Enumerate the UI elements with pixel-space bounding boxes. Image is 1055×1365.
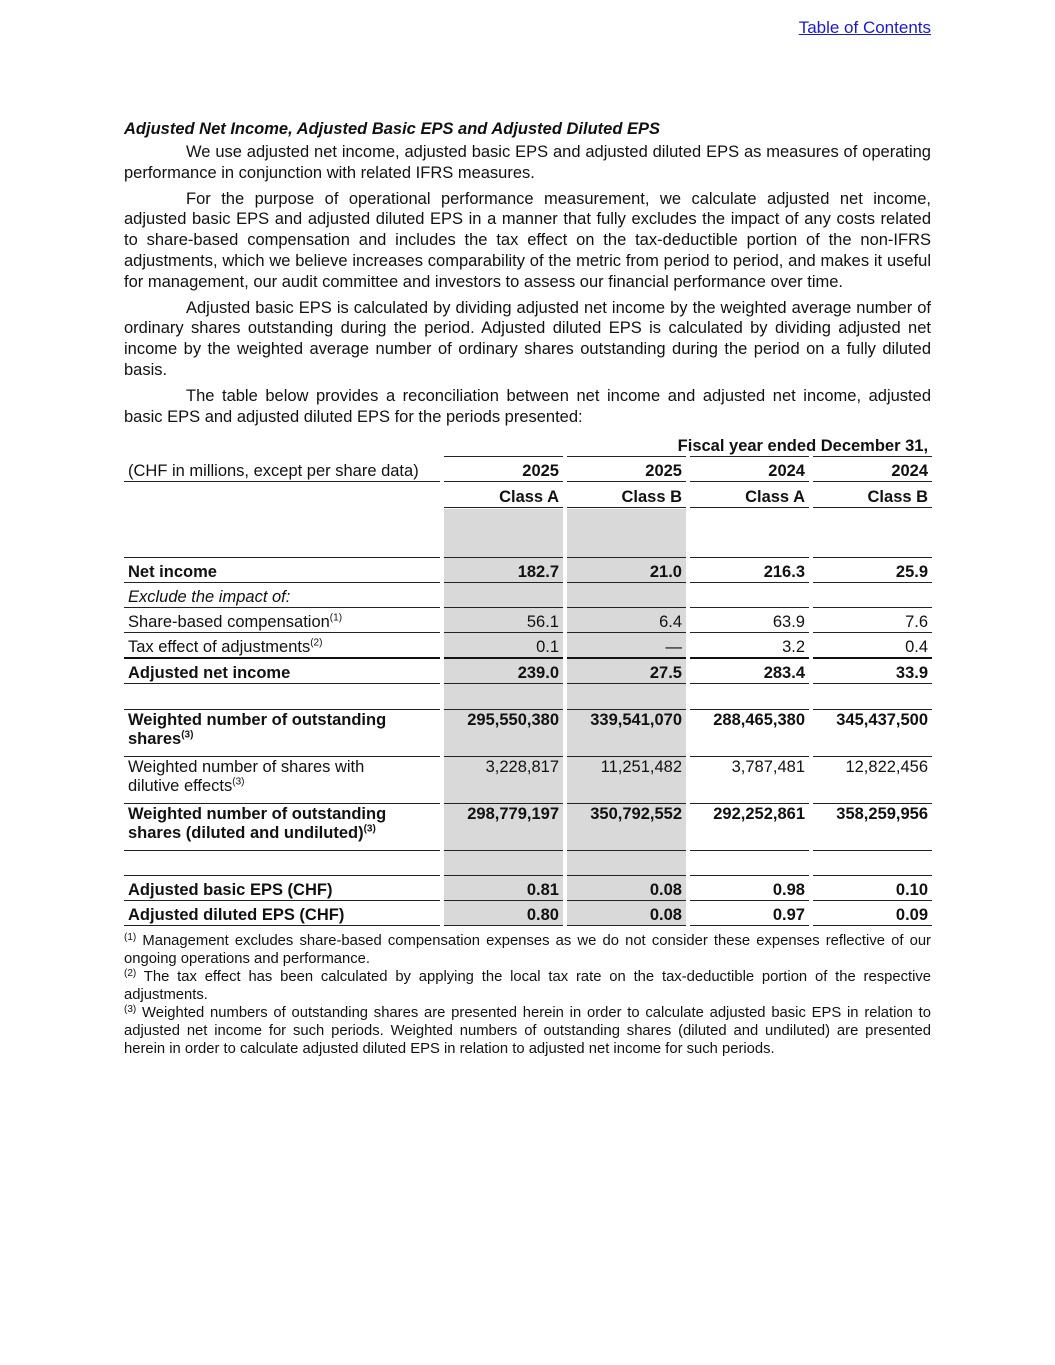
class-header: Class A — [690, 482, 809, 508]
value-cell: 182.7 — [444, 558, 563, 583]
value-cell: 3,787,481 — [690, 757, 809, 804]
value-cell: 0.1 — [444, 633, 563, 659]
row-label: Weighted number of outstanding shares (diluted and undiluted)$^{(3)}$ — [124, 804, 440, 851]
value-cell: 7.6 — [813, 608, 932, 633]
value-cell: — — [567, 633, 686, 659]
footnote-marker: (3) — [124, 1004, 137, 1016]
document-body — [124, 120, 931, 1058]
year-header: 2024 — [813, 456, 932, 482]
paragraph: Adjusted basic EPS is calculated by dividing adjusted net income by the weighted average number of ordinary shares outstanding during the period. Adjusted diluted EPS is calculated by dividing adjusted net income by the weighted average number of ordinary shares outstanding during the period on a fully diluted basis. — [124, 298, 931, 379]
footnote: $^{(1)}$ Management excludes share-based compensation expenses as we do not consider these expenses reflective of our ongoing operations and performance. — [124, 932, 931, 968]
value-cell: 292,252,861 — [690, 804, 809, 851]
spacer-row — [124, 508, 932, 558]
table-header-row — [124, 456, 932, 482]
value-cell: 216.3 — [690, 558, 809, 583]
value-cell: 3.2 — [690, 633, 809, 659]
row-label: Net income — [124, 558, 440, 583]
footnote-marker: (2) — [124, 968, 137, 980]
footnote-marker: (1) — [329, 612, 343, 624]
value-cell: 56.1 — [444, 608, 563, 633]
value-cell: 239.0 — [444, 659, 563, 684]
value-cell: 298,779,197 — [444, 804, 563, 851]
value-cell: 0.97 — [690, 901, 809, 926]
year-header: 2025 — [444, 456, 563, 482]
footnote-marker: (3) — [181, 729, 194, 741]
footnote: $^{(3)}$ Weighted numbers of outstanding shares are presented herein in order to calculate adjusted basic EPS in relation to adjusted net income for such periods. Weighted numbers of outstanding shares (diluted and undiluted) are presented herein in order to calculate adjusted diluted EPS in relation to adjusted net income for such periods. — [124, 1004, 931, 1058]
class-header: Class B — [567, 482, 686, 508]
row-label: Adjusted diluted EPS (CHF) — [124, 901, 440, 926]
paragraph: We use adjusted net income, adjusted basic EPS and adjusted diluted EPS as measures of operating performance in conjunction with related IFRS measures. — [124, 143, 931, 182]
year-header: 2024 — [690, 456, 809, 482]
value-cell: 350,792,552 — [567, 804, 686, 851]
value-cell: 0.08 — [567, 876, 686, 901]
value-cell: 6.4 — [567, 608, 686, 633]
value-cell: 27.5 — [567, 659, 686, 684]
value-cell: 339,541,070 — [567, 710, 686, 757]
spacer-row — [124, 684, 932, 710]
footnotes — [124, 932, 931, 1058]
table-row — [124, 633, 932, 659]
class-header: Class B — [813, 482, 932, 508]
value-cell: 12,822,456 — [813, 757, 932, 804]
footnote: $^{(2)}$ The tax effect has been calculated by applying the local tax rate on the tax-deductible portion of the respective adjustments. — [124, 968, 931, 1004]
row-label: Weighted number of shares with dilutive effects$^{(3)}$ — [124, 757, 440, 804]
value-cell: 283.4 — [690, 659, 809, 684]
paragraph: The table below provides a reconciliation between net income and adjusted net income, adjusted basic EPS and adjusted diluted EPS for the periods presented: — [124, 386, 931, 426]
reconciliation-table — [124, 432, 932, 926]
table-row — [124, 583, 932, 608]
section-title: Adjusted Net Income, Adjusted Basic EPS and Adjusted Diluted EPS — [124, 120, 661, 138]
value-cell: 358,259,956 — [813, 804, 932, 851]
table-header-row — [124, 482, 932, 508]
table-header-row — [124, 432, 932, 456]
value-cell: 288,465,380 — [690, 710, 809, 757]
row-label: Adjusted basic EPS (CHF) — [124, 876, 440, 901]
table-row — [124, 608, 932, 633]
table-row — [124, 710, 932, 757]
value-cell: 0.08 — [567, 901, 686, 926]
row-label: Exclude the impact of: — [124, 583, 440, 608]
value-cell: 345,437,500 — [813, 710, 932, 757]
units-label: (CHF in millions, except per share data) — [124, 456, 440, 482]
value-cell: 0.4 — [813, 633, 932, 659]
paragraph: For the purpose of operational performance measurement, we calculate adjusted net income, adjusted basic EPS and adjusted diluted EPS in a manner that fully excludes the impact of any costs related to share-based compensation and includes the tax effect on the tax-deductible portion of the non-IFRS adjustments, which we believe increases comparability of the metric from period to period, and makes it useful for management, our audit committee and investors to assess our financial performance over time. — [124, 189, 931, 291]
table-row — [124, 804, 932, 851]
table-row — [124, 558, 932, 583]
footnote-marker: (1) — [124, 932, 137, 944]
row-label: Tax effect of adjustments$^{(2)}$ — [124, 633, 440, 659]
value-cell: 11,251,482 — [567, 757, 686, 804]
value-cell: 0.10 — [813, 876, 932, 901]
value-cell: 21.0 — [567, 558, 686, 583]
table-row — [124, 659, 932, 684]
table-of-contents-link[interactable]: Table of Contents — [798, 18, 931, 37]
table-row — [124, 876, 932, 901]
value-cell: 0.80 — [444, 901, 563, 926]
footnote-marker: (2) — [310, 637, 323, 649]
class-header: Class A — [444, 482, 563, 508]
spacer-row — [124, 851, 932, 876]
footnote-marker: (3) — [363, 823, 376, 835]
value-cell: 63.9 — [690, 608, 809, 633]
table-row — [124, 901, 932, 926]
value-cell: 0.09 — [813, 901, 932, 926]
value-cell: 0.81 — [444, 876, 563, 901]
value-cell: 3,228,817 — [444, 757, 563, 804]
value-cell: 33.9 — [813, 659, 932, 684]
year-header: 2025 — [567, 456, 686, 482]
value-cell: 0.98 — [690, 876, 809, 901]
value-cell: 295,550,380 — [444, 710, 563, 757]
row-label: Share-based compensation$^{(1)}$ — [124, 608, 440, 633]
value-cell: 25.9 — [813, 558, 932, 583]
row-label: Weighted number of outstanding shares$^{(3)}$ — [124, 710, 440, 757]
table-row — [124, 757, 932, 804]
period-header: Fiscal year ended December 31, — [677, 437, 929, 456]
footnote-marker: (3) — [232, 776, 245, 788]
row-label: Adjusted net income — [124, 659, 440, 684]
